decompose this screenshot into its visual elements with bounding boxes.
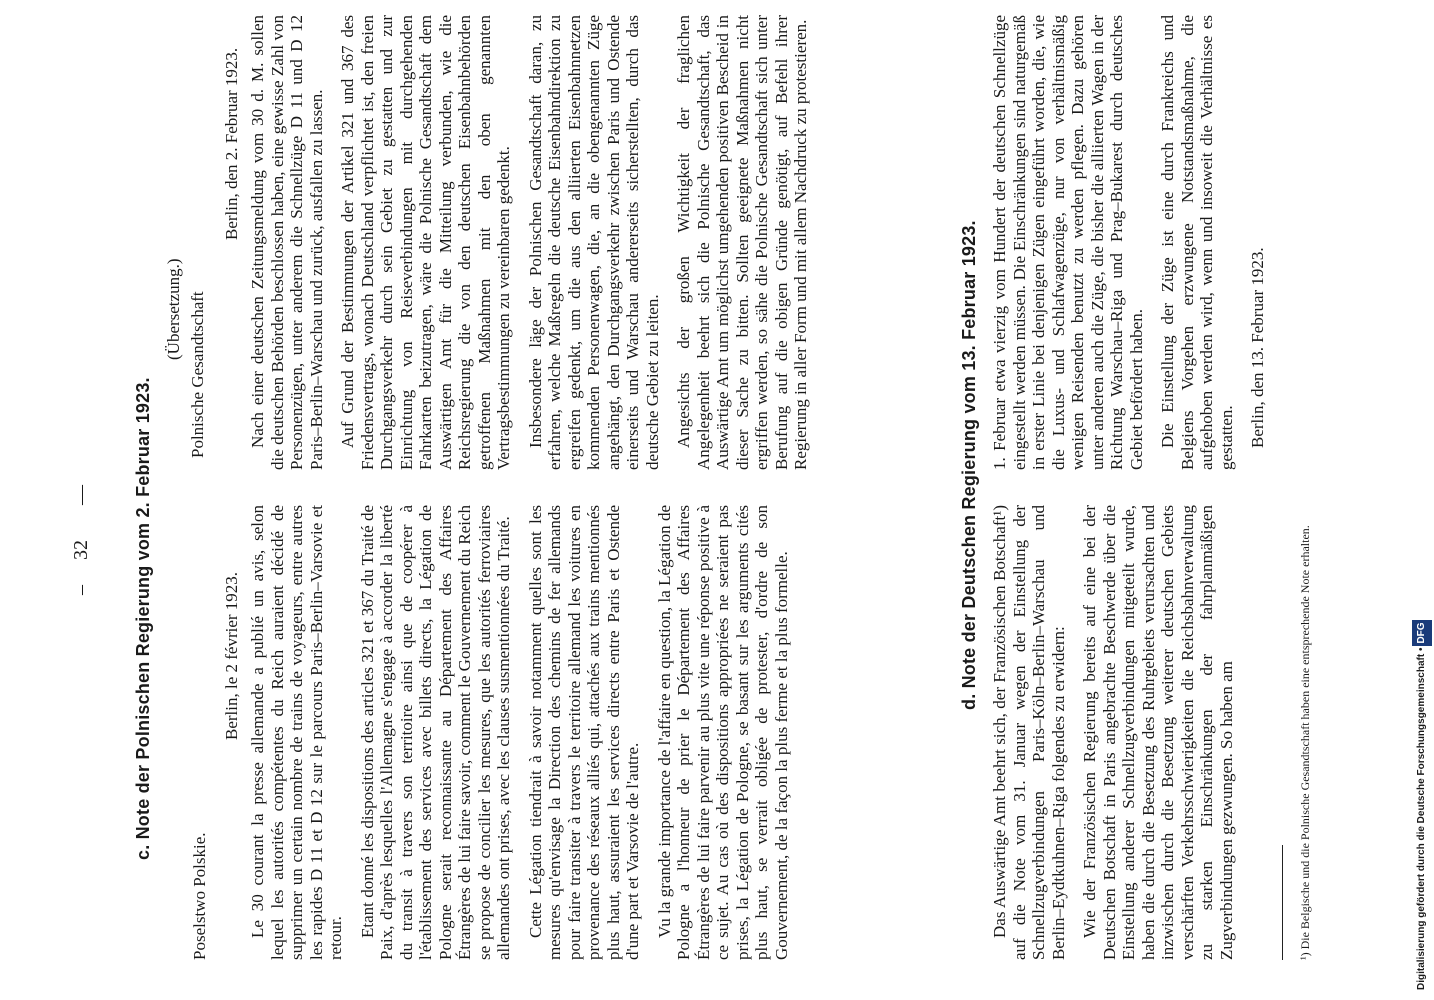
section-d-date: Berlin, den 13. Februar 1923.: [1248, 247, 1267, 448]
section-d-heading: d. Note der Deutschen Regierung vom 13. Februar 1923.: [959, 220, 979, 710]
french-paragraph: Cette Légation tiendrait à savoir notamment quelles sont les mesures qu'envisage la Direction des chemins de fer allemands pour faire transiter à travers le territoire allemand les voitures en provenance des réseaux alliés qui, attachés aux trains mentionnés plus haut, assuraient les services directs entre Paris et Ostende d'une part et Varsovie de l'autre.: [525, 505, 642, 960]
french-paragraph: Vu la grande importance de l'affaire en question, la Légation de Pologne a l'honneur de prier le Département des Affaires Étrangères de lui faire parvenir au plus vite une réponse positive à ce sujet. Au cas où des dispositions appropriées ne seraient pas prises, la Légation de Pologne, se basant sur les arguments cités plus haut, se verrait obligée de protester, d'ordre de son Gouvernement, de la façon la plus ferme et la plus formelle.: [654, 505, 791, 960]
french-paragraph: Le 30 courant la presse allemande a publié un avis, selon lequel les autorités compétentes du Reich auraient décidé de supprimer un certain nombre de trains de voyageurs, entre autres les rapides D 11 et D 12 sur le parcours Paris–Berlin–Varsovie et retour.: [248, 505, 345, 960]
section-d-right-column: [990, 15, 1280, 470]
sender-french: Poselstwo Polskie.: [190, 832, 209, 960]
french-paragraph: Etant donné les dispositions des articles 321 et 367 du Traité de Paix, d'après lesquelles l'Allemagne s'engage à accorder la liberté du transit à travers son territoire ainsi que de coopérer à l'établissement des services avec billets directs, la Légation de Pologne serait reconnaissante au Département des Affaires Étrangères de lui faire savoir, comment le Gouvernement du Reich se propose de concilier les mesures, que les autorités ferroviaires allemandes ont prises, avec les clauses susmentionnées du Traité.: [357, 505, 513, 960]
date-german: Berlin, den 2. Februar 1923.: [222, 47, 241, 240]
section-d-paragraph: Die Einstellung der Züge ist eine durch Frankreichs und Belgiens Vorgehen erzwungene Notstandsmaßnahme, die aufgehoben werden wird, wenn und insoweit die Verhältnisse es gestatten.: [1158, 15, 1236, 470]
section-d-left-column: [990, 505, 1248, 960]
german-paragraph: Nach einer deutschen Zeitungsmeldung vom 30 d. M. sollen die deutschen Behörden beschlossen haben, eine gewisse Zahl von Personenzügen, unter anderem die Schnellzüge D 11 und D 12 Paris–Berlin–Warschau und zurück, ausfallen zu lassen.: [248, 15, 326, 470]
sender-german: Polnische Gesandtschaft: [188, 291, 207, 458]
german-paragraph: Insbesondere läge der Polnischen Gesandtschaft daran, zu erfahren, welche Maßregeln die deutsche Eisenbahndirektion zu ergreifen gedenkt, um die aus den alliierten Eisenbahnnetzen kommenden Personenwagen, die, an die obengenannten Züge angehängt, den Durchgangsverkehr zwischen Paris und Ostende einerseits und Warschau andererseits sicherstellten, durch das deutsche Gebiet zu leiten.: [525, 15, 662, 470]
page-mark-left: –: [70, 585, 92, 595]
page-mark-right: —: [70, 485, 92, 505]
dfg-logo: DFG: [1412, 620, 1432, 645]
footnote: ¹) Die Belgische und die Polnische Gesandtschaft haben eine entsprechende Note erhalten.: [1298, 525, 1312, 960]
german-paragraph: Auf Grund der Bestimmungen der Artikel 321 und 367 des Friedensvertrags, wonach Deutschland verpflichtet ist, den freien Durchgangsverkehr durch sein Gebiet zu gestatten und zur Einrichtung von Reiseverbindungen mit durchgehenden Fahrkarten beizutragen, wäre die Polnische Gesandtschaft dem Auswärtigen Amt für die Mitteilung verbunden, wie die Reichsregierung die von den deutschen Eisenbahnbehörden getroffenen Maßnahmen mit den oben genannten Vertragsbestimmungen zu vereinbaren gedenkt.: [338, 15, 513, 470]
footnote-rule: [1282, 845, 1283, 960]
section-d-paragraph: Das Auswärtige Amt beehrt sich, der Französischen Botschaft¹) auf die Note vom 31. Januar wegen der Einstellung der Schnellzugverbindungen Paris–Köln–Berlin–Warschau und Berlin–Eydtkuhnen–Riga folgendes zu erwidern:: [990, 505, 1068, 960]
french-column: [248, 505, 803, 960]
german-column: [248, 15, 823, 470]
page-number: 32: [70, 540, 92, 560]
date-french: Berlin, le 2 février 1923.: [222, 571, 241, 740]
digitization-note: [1412, 620, 1432, 990]
digitization-text: Digitalisierung gefördert durch die Deutsche Forschungsgemeinschaft •: [1416, 647, 1427, 990]
section-d-paragraph: 1. Februar etwa vierzig vom Hundert der deutschen Schnellzüge eingestellt werden müssen. Die Einschränkungen sind naturgemäß in erster Linie bei denjenigen Zügen eingeführt worden, die, wie die Luxus- und Schlafwagenzüge, nur von verhältnismäßig wenigen Reisenden benutzt zu werden pflegen. Dazu gehören unter anderen auch die Züge, die bisher die alliierten Wagen in der Richtung Warschau–Riga und Prag–Bukarest durch deutsches Gebiet befördert haben.: [990, 15, 1146, 470]
section-d-paragraph: Wie der Französischen Regierung bereits auf eine bei der Deutschen Botschaft in Paris angebrachte Beschwerde über die Einstellung anderer Schnellzugverbindungen mitgeteilt wurde, haben die durch die Besetzung des Ruhrgebiets verursachten und inzwischen durch die Besetzung weiterer deutschen Gebiets verschärften Verkehrsschwierigkeiten die Reichsbahnverwaltung zu starken Einschränkungen der fahrplanmäßigen Zugverbindungen gezwungen. So haben am: [1080, 505, 1236, 960]
translation-label: (Übersetzung.): [164, 258, 183, 360]
german-paragraph: Angesichts der großen Wichtigkeit der fraglichen Angelegenheit beehrt sich die Polnische Gesandtschaft, das Auswärtige Amt um möglichst umgehenden positiven Bescheid in dieser Sache zu bitten. Sollten geeignete Maßnahmen nicht ergriffen werden, so sähe die Polnische Gesandtschaft sich unter Berufung auf die obigen Gründe genötigt, auf Befehl ihrer Regierung in aller Form und mit allem Nachdruck zu protestieren.: [674, 15, 810, 470]
section-c-heading: c. Note der Polnischen Regierung vom 2. Februar 1923.: [133, 377, 153, 860]
